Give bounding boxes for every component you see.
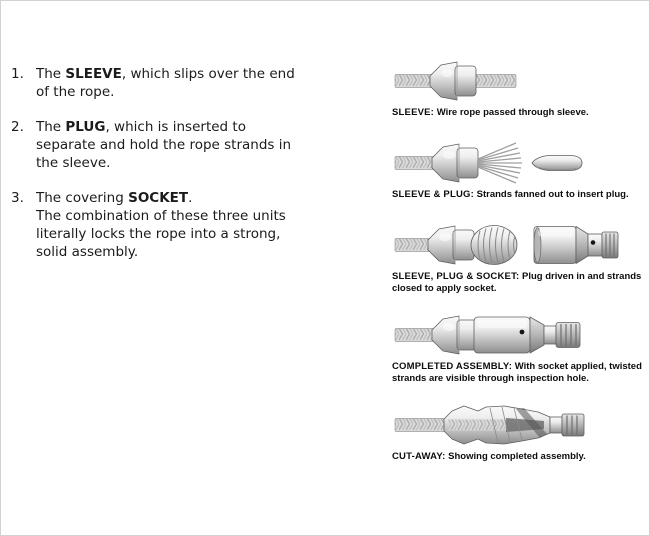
cut-away-illustration <box>392 403 644 447</box>
applied-socket-graphic <box>474 317 580 353</box>
item-text-line: of the rope. <box>36 84 115 100</box>
figure-sleeve-plug-socket <box>392 223 644 295</box>
item-text-line: the sleeve. <box>36 155 111 171</box>
item-text-line: separate and hold the rope strands in <box>36 137 292 153</box>
item-number: 3. <box>11 190 24 206</box>
item-term: PLUG <box>65 119 106 135</box>
item-text-tail: , which is inserted to <box>105 119 246 135</box>
item-text <box>36 65 346 101</box>
figure-cut-away <box>392 403 644 463</box>
figure-caption <box>392 271 644 295</box>
figure-caption <box>392 189 644 201</box>
caption-label: SLEEVE: <box>392 107 435 118</box>
wire-rope-graphic <box>395 419 451 432</box>
completed-assembly-illustration <box>392 313 644 357</box>
item-term: SLEEVE <box>65 66 122 82</box>
inspection-hole-graphic <box>591 240 596 245</box>
list-item-2 <box>11 118 346 172</box>
caption-text: With socket applied, twisted <box>512 361 642 372</box>
item-term: SOCKET <box>128 190 189 206</box>
sleeve-plug-illustration <box>392 141 644 185</box>
figure-caption <box>392 451 644 463</box>
item-text-tail: . <box>188 190 193 206</box>
item-text <box>36 189 346 261</box>
caption-text-line2: closed to apply socket. <box>392 283 497 294</box>
item-text-lead: The <box>36 119 66 135</box>
item-text-line: The combination of these three units <box>36 208 286 224</box>
instruction-list <box>11 65 346 278</box>
item-number: 2. <box>11 119 24 135</box>
item-text <box>36 118 346 172</box>
sleeve-illustration <box>392 59 644 103</box>
caption-text: Showing completed assembly. <box>445 451 586 462</box>
figure-caption <box>392 107 644 119</box>
sleeve-graphic <box>432 316 478 354</box>
caption-label: SLEEVE, PLUG & SOCKET: <box>392 271 520 282</box>
figure-column <box>392 59 644 463</box>
item-text-line: solid assembly. <box>36 244 139 260</box>
figure-completed-assembly <box>392 313 644 385</box>
item-text-lead: The covering <box>36 190 129 206</box>
figure-sleeve-plug <box>392 141 644 201</box>
sleeve-plug-socket-illustration <box>392 223 644 267</box>
figure-caption <box>392 361 644 385</box>
twisted-strands-graphic <box>471 226 517 265</box>
item-text-line: literally locks the rope into a strong, <box>36 226 281 242</box>
item-text-lead: The <box>36 66 66 82</box>
item-number: 1. <box>11 66 24 82</box>
sleeve-graphic <box>428 226 474 264</box>
cut-away-body-graphic <box>444 406 584 444</box>
list-item-3 <box>11 189 346 261</box>
plug-graphic <box>532 156 582 171</box>
inspection-hole-graphic <box>520 330 525 335</box>
list-item-1 <box>11 65 346 101</box>
caption-label: COMPLETED ASSEMBLY: <box>392 361 513 372</box>
sleeve-graphic <box>430 62 476 100</box>
socket-graphic <box>534 227 618 264</box>
figure-sleeve <box>392 59 644 119</box>
caption-text-line2: strands are visible through inspection hole. <box>392 373 589 384</box>
sleeve-graphic <box>432 144 478 182</box>
caption-text: Strands fanned out to insert plug. <box>473 189 629 200</box>
caption-text: Plug driven in and strands <box>519 271 642 282</box>
caption-label: CUT-AWAY: <box>392 451 446 462</box>
caption-text: Wire rope passed through sleeve. <box>434 107 589 118</box>
caption-label: SLEEVE & PLUG: <box>392 189 474 200</box>
item-text-tail: , which slips over the end <box>121 66 295 82</box>
fanned-strands-graphic <box>478 143 522 183</box>
